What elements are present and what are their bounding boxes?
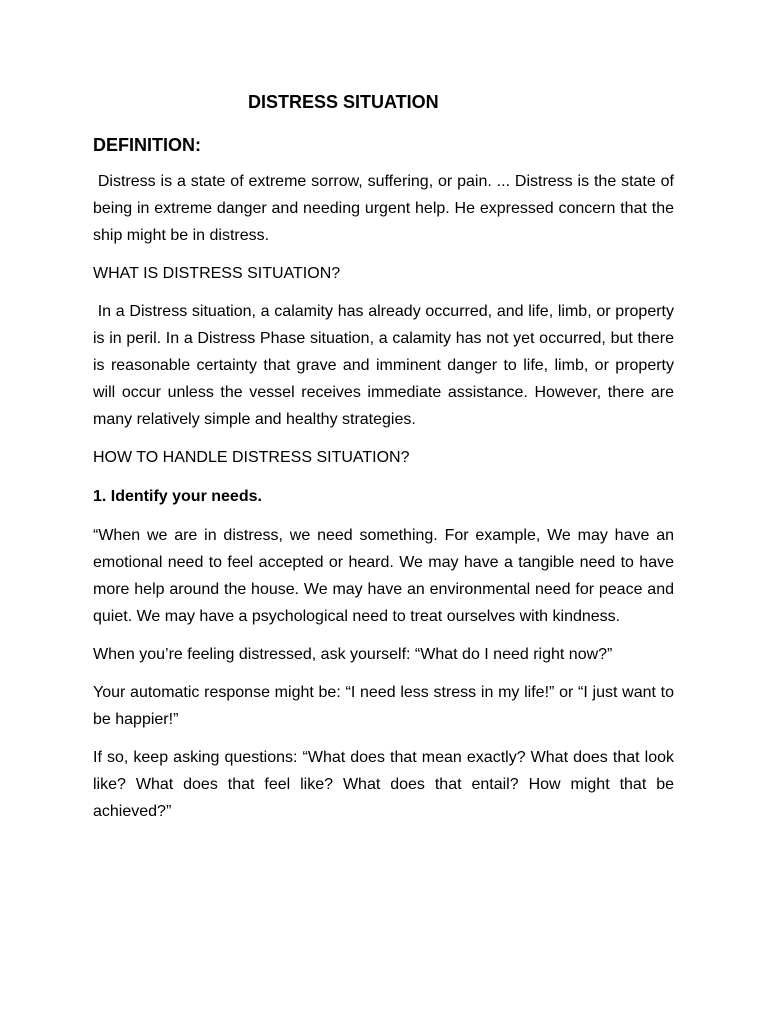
- what-is-paragraph: In a Distress situation, a calamity has already occurred, and life, limb, or property is in peril. In a Distress Phase situation, a calamity has not yet occurred, but there is reasonable certainty that grave and imminent danger to life, limb, or property will occur unless the vessel receives immediate assistance. However, there are many relatively simple and healthy strategies.: [93, 303, 679, 428]
- document-title: DISTRESS SITUATION: [248, 92, 439, 112]
- step-1-heading: 1. Identify your needs.: [93, 488, 262, 505]
- step-1-paragraph: If so, keep asking questions: “What does that mean exactly? What does that look like? What does that feel like? What does that entail? How might that be achieved?”: [93, 749, 674, 820]
- definition-paragraph: Distress is a state of extreme sorrow, suffering, or pain. ... Distress is the state of being in extreme danger and needing urgent help. He expressed concern that the ship might be in distress.: [93, 173, 679, 244]
- step-1-paragraph: When you’re feeling distressed, ask yourself: “What do I need right now?”: [93, 646, 613, 663]
- document-body: [93, 132, 679, 825]
- definition-heading: DEFINITION:: [93, 135, 201, 155]
- step-1-paragraph: Your automatic response might be: “I need less stress in my life!” or “I just want to be happier!”: [93, 684, 674, 728]
- what-is-heading: WHAT IS DISTRESS SITUATION?: [93, 265, 341, 282]
- how-to-heading: HOW TO HANDLE DISTRESS SITUATION?: [93, 449, 410, 466]
- step-1-paragraph: “When we are in distress, we need something. For example, We may have an emotional need to feel accepted or heard. We may have a tangible need to have more help around the house. We may have an environmental need for peace and quiet. We may have a psychological need to treat ourselves with kindness.: [93, 527, 674, 625]
